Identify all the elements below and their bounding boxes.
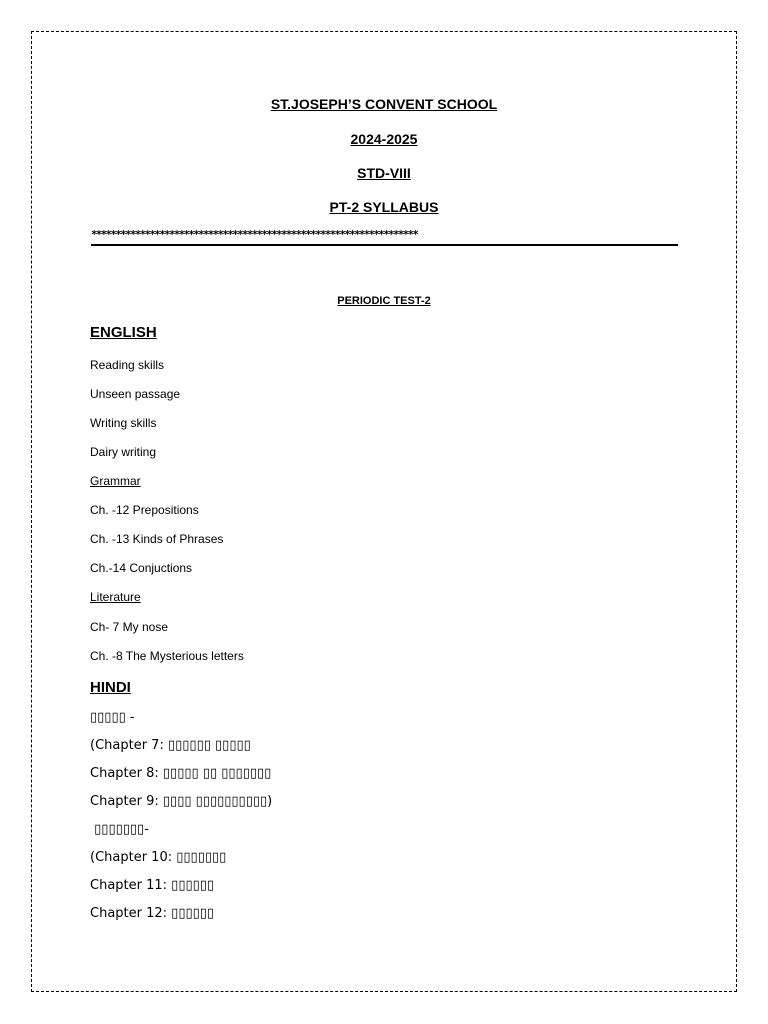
school-name: ST.JOSEPH’S CONVENT SCHOOL bbox=[270, 96, 498, 112]
english-item: Ch- 7 My nose bbox=[90, 620, 169, 634]
session-year: 2024-2025 bbox=[350, 131, 418, 147]
hindi-line: Chapter 8: ▯▯▯▯▯ ▯▯ ▯▯▯▯▯▯▯ bbox=[90, 766, 272, 781]
hindi-line: Chapter 12: ▯▯▯▯▯▯ bbox=[90, 906, 215, 921]
english-item: Ch. -8 The Mysterious letters bbox=[90, 649, 244, 663]
english-item: Reading skills bbox=[90, 358, 165, 372]
syllabus-title: PT-2 SYLLABUS bbox=[329, 199, 439, 215]
hindi-line: ▯▯▯▯▯▯▯- bbox=[90, 822, 149, 837]
english-item: Ch. -12 Prepositions bbox=[90, 503, 199, 517]
english-item: Dairy writing bbox=[90, 445, 157, 459]
hindi-line: Chapter 9: ▯▯▯▯ ▯▯▯▯▯▯▯▯▯▯) bbox=[90, 794, 273, 809]
english-item: Unseen passage bbox=[90, 387, 181, 401]
hindi-line: (Chapter 10: ▯▯▯▯▯▯▯ bbox=[90, 850, 227, 865]
hindi-line: Chapter 11: ▯▯▯▯▯▯ bbox=[90, 878, 215, 893]
english-item: Ch. -13 Kinds of Phrases bbox=[90, 532, 224, 546]
hindi-line: ▯▯▯▯▯ - bbox=[90, 710, 135, 725]
english-heading: ENGLISH bbox=[90, 324, 157, 341]
standard: STD-VIII bbox=[357, 165, 411, 181]
periodic-test-label: PERIODIC TEST-2 bbox=[337, 295, 431, 307]
english-item: Writing skills bbox=[90, 416, 157, 430]
grammar-subheading: Grammar bbox=[90, 474, 141, 488]
english-item: Ch.-14 Conjuctions bbox=[90, 561, 193, 575]
star-divider: ******************************************************************* bbox=[91, 228, 678, 246]
literature-subheading: Literature bbox=[90, 590, 141, 604]
hindi-line: (Chapter 7: ▯▯▯▯▯▯ ▯▯▯▯▯ bbox=[90, 738, 251, 753]
hindi-heading: HINDI bbox=[90, 679, 131, 696]
